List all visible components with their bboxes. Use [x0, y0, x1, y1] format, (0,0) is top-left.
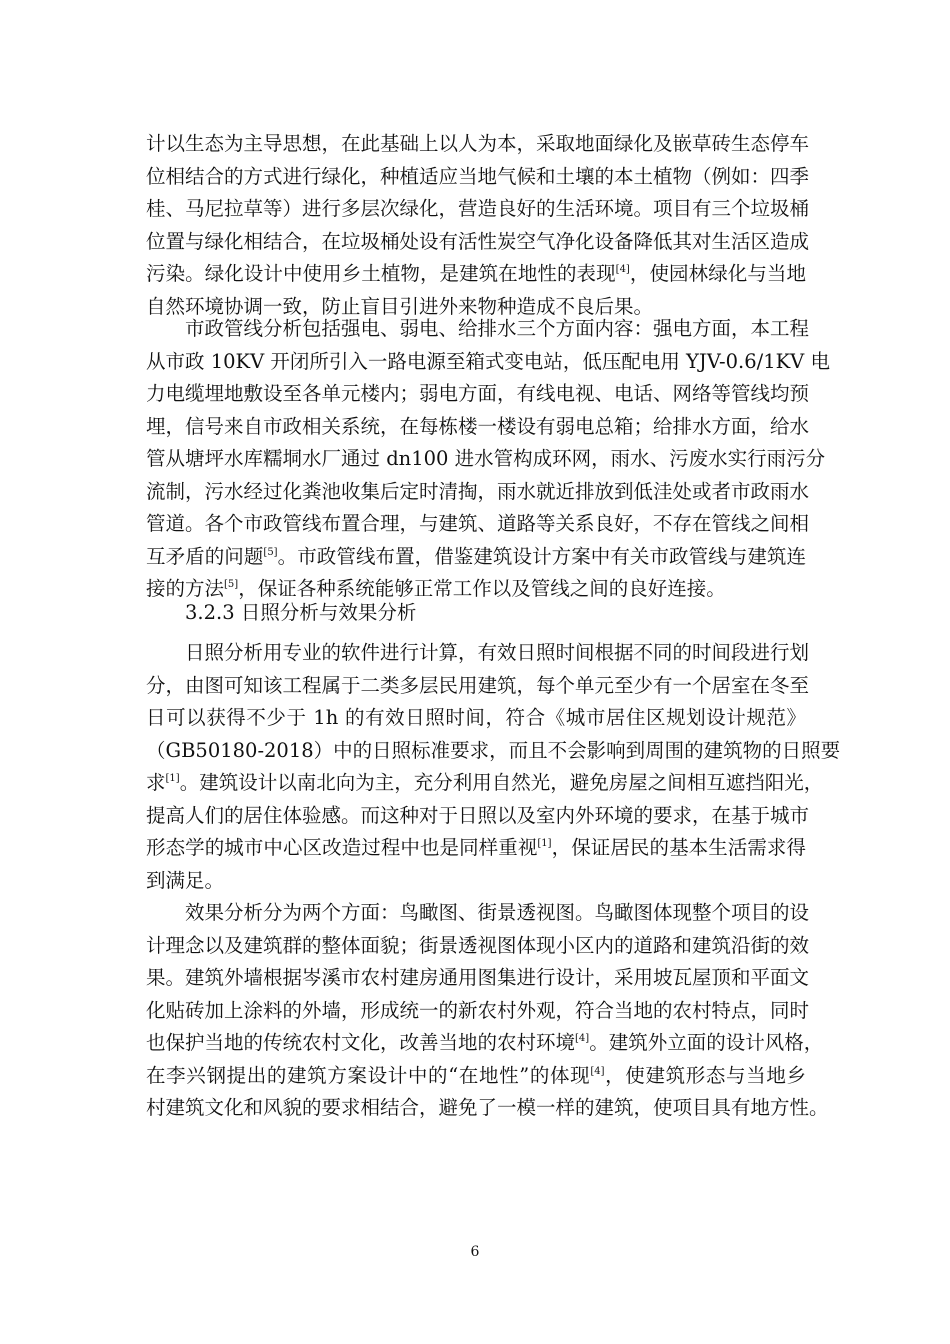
- text-line: 村建筑文化和风貌的要求相结合，避免了一模一样的建筑，使项目具有地方性。: [146, 1096, 829, 1119]
- text-line: 计以生态为主导思想，在此基础上以人为本，采取地面绿化及嵌草砖生态停车: [146, 132, 810, 155]
- text-line: 化贴砖加上涂料的外墙，形成统一的新农村外观，符合当地的农村特点，同时: [146, 998, 810, 1022]
- text-line: 日可以获得不少于 1h 的有效日照时间，符合《城市居住区规划设计规范》: [146, 706, 806, 729]
- text-line: 分，由图可知该工程属于二类多层民用建筑，每个单元至少有一个居室在冬至: [146, 673, 810, 697]
- text-line: 市政管线分析包括强电、弱电、给排水三个方面内容：强电方面，本工程: [185, 317, 810, 340]
- text-line: 果。建筑外墙根据岑溪市农村建房通用图集进行设计，采用坡瓦屋顶和平面文: [146, 966, 810, 989]
- text-line: 计理念以及建筑群的整体面貌；街景透视图体现小区内的道路和建筑沿街的效: [146, 933, 810, 957]
- text-line: 到满足。: [146, 868, 225, 892]
- text-line: 互矛盾的问题[5]。市政管线布置，借鉴建筑设计方案中有关市政管线与建筑连: [146, 544, 806, 568]
- text-line: 流制，污水经过化粪池收集后定时清掏，雨水就近排放到低洼处或者市政雨水: [146, 479, 810, 503]
- citation: [1]: [537, 838, 552, 849]
- text-line: 位相结合的方式进行绿化，种植适应当地气候和土壤的本土植物（例如：四季: [146, 164, 810, 188]
- text-line: 力电缆埋地敷设至各单元楼内；弱电方面，有线电视、电话、网络等管线均预: [146, 382, 810, 405]
- text-line: 污染。绿化设计中使用乡土植物，是建筑在地性的表现[4]，使园林绿化与当地: [146, 262, 806, 285]
- text-line: 埋，信号来自市政相关系统，在每栋楼一楼设有弱电总箱；给排水方面，给水: [146, 414, 810, 438]
- text-line: 求[1]。建筑设计以南北向为主，充分利用自然光，避免房屋之间相互遮挡阳光，: [146, 771, 824, 794]
- section-heading: 3.2.3 日照分析与效果分析: [185, 601, 417, 624]
- text-line: 位置与绿化相结合，在垃圾桶处设有活性炭空气净化设备降低其对生活区造成: [146, 229, 810, 253]
- citation: [4]: [575, 1033, 590, 1044]
- paragraph-sunlight-analysis: [146, 637, 841, 897]
- text-line: （GB50180-2018）中的日照标准要求，而且不会影响到周围的建筑物的日照要: [146, 738, 841, 762]
- text-line: 日照分析用专业的软件进行计算，有效日照时间根据不同的时间段进行划: [185, 641, 810, 664]
- citation: [4]: [615, 264, 630, 275]
- text-line: 从市政 10KV 开闭所引入一路电源至箱式变电站，低压配电用 YJV-0.6/1KV 电: [146, 349, 830, 373]
- text-line: 也保护当地的传统农村文化，改善当地的农村环境[4]。建筑外立面的设计风格，: [146, 1031, 824, 1054]
- text-line: 效果分析分为两个方面：鸟瞰图、街景透视图。鸟瞰图体现整个项目的设: [185, 901, 810, 924]
- text-line: 提高人们的居住体验感。而这种对于日照以及室内外环境的要求，在基于城市: [146, 803, 810, 827]
- text-line: 自然环境协调一致，防止盲目引进外来物种造成不良后果。: [146, 294, 654, 318]
- paragraph-effect-analysis: [146, 897, 829, 1125]
- citation: [4]: [590, 1065, 605, 1077]
- page-number: 6: [470, 1244, 480, 1260]
- paragraph-greening: [146, 128, 810, 323]
- text-line: 管从塘坪水库糯垌水厂通过 dn100 进水管构成环网，雨水、污废水实行雨污分: [146, 447, 826, 470]
- paragraph-municipal-pipelines: [146, 313, 830, 606]
- text-line: 形态学的城市中心区改造过程中也是同样重视[1]，保证居民的基本生活需求得: [146, 836, 806, 859]
- text-line: 在李兴钢提出的建筑方案设计中的“在地性”的体现[4]，使建筑形态与当地乡: [146, 1063, 806, 1087]
- citation: [5]: [263, 546, 278, 558]
- citation: [5]: [224, 579, 239, 590]
- text-line: 管道。各个市政管线布置合理，与建筑、道路等关系良好，不存在管线之间相: [146, 512, 810, 535]
- text-line: 桂、马尼拉草等）进行多层次绿化，营造良好的生活环境。项目有三个垃圾桶: [146, 197, 810, 220]
- text-line: 接的方法[5]，保证各种系统能够正常工作以及管线之间的良好连接。: [146, 577, 726, 600]
- citation: [1]: [165, 773, 180, 784]
